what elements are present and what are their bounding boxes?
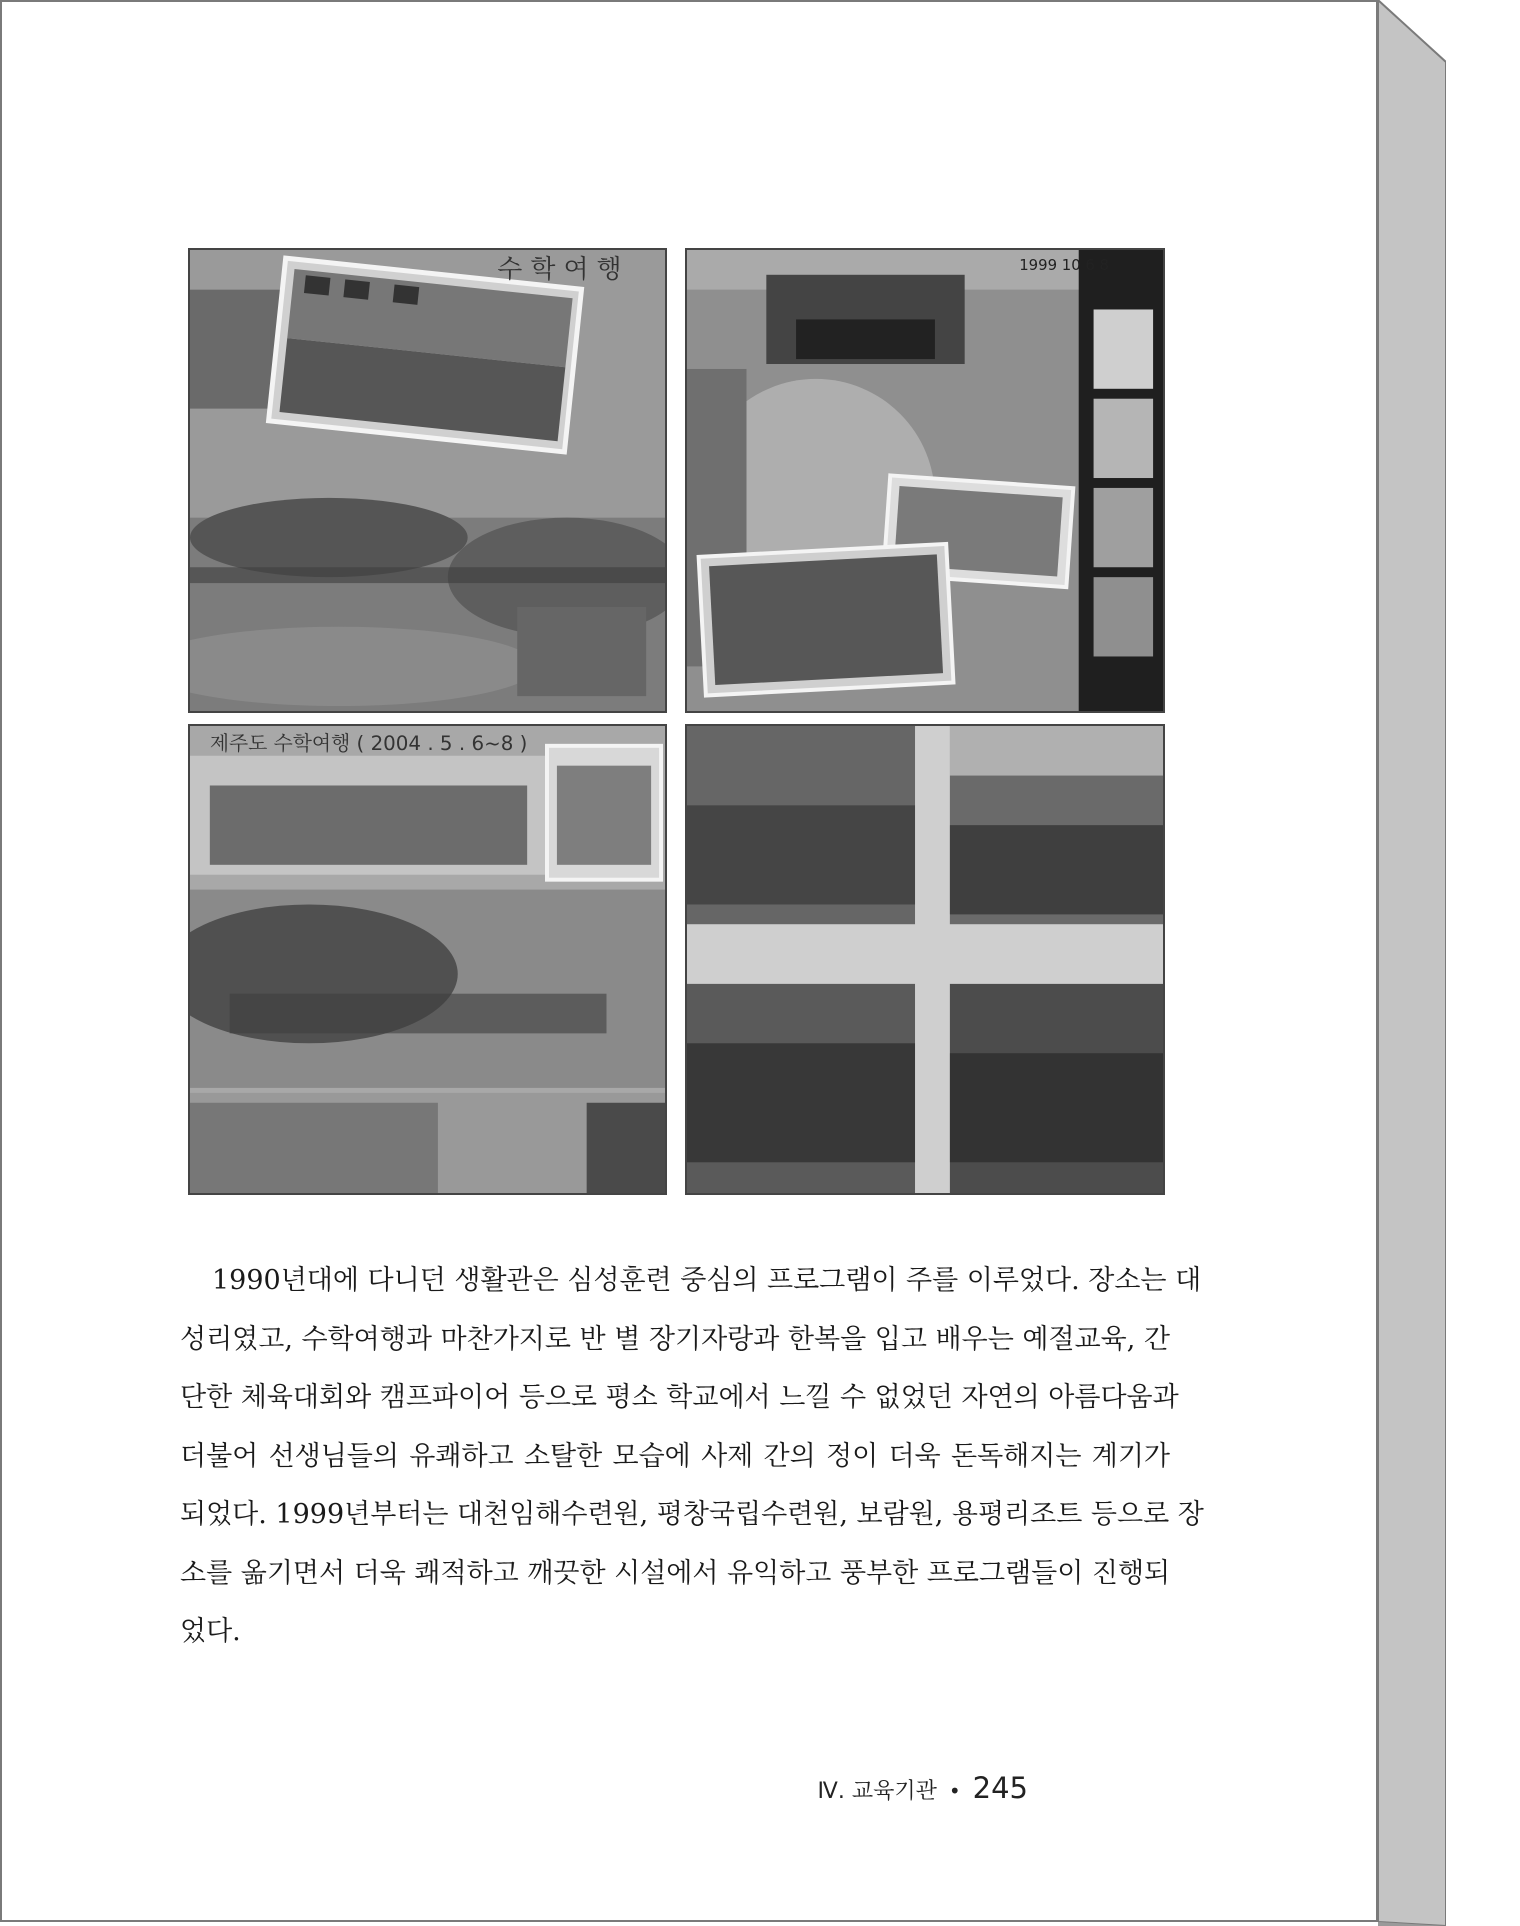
body-paragraph: [180, 1252, 1204, 1662]
body-line: 되었다. 1999년부터는 대천임해수련원, 평창국립수련원, 보람원, 용평리조트 등으로 장: [180, 1499, 1204, 1530]
photo-jeju-trip-image: [190, 726, 665, 1193]
photo-group-portraits-image: [687, 726, 1163, 1193]
footer-section-title: Ⅳ. 교육기관: [817, 1779, 937, 1804]
photo-school-trip-collage: [188, 248, 667, 713]
photo1-caption: 수 학 여 행: [497, 254, 622, 285]
body-line: 1990년대에 다니던 생활관은 심성훈련 중심의 프로그램이 주를 이루었다. 장소는 대: [212, 1265, 1202, 1296]
photo-school-trip-image: [190, 250, 665, 711]
photo2-date-stamp: 1999 10 6 8: [1019, 255, 1110, 274]
photo-temple-gate-collage: [685, 248, 1165, 713]
book-side-edge: [1378, 0, 1446, 1926]
body-line: 성리였고, 수학여행과 마찬가지로 반 별 장기자랑과 한복을 입고 배우는 예절교육, 간: [180, 1323, 1170, 1355]
footer-bullet: •: [948, 1779, 961, 1803]
page-footer: [818, 1771, 1028, 1805]
photo-group-portraits: [685, 724, 1165, 1195]
body-line: 단한 체육대회와 캠프파이어 등으로 평소 학교에서 느낄 수 없었던 자연의 아름다움과: [180, 1382, 1179, 1413]
body-line: 소를 옮기면서 더욱 쾌적하고 깨끗한 시설에서 유익하고 풍부한 프로그램들이 진행되: [180, 1557, 1171, 1589]
photo-jeju-trip-collage: [188, 724, 667, 1195]
body-line: 었다.: [180, 1616, 241, 1647]
page-number: 245: [972, 1771, 1028, 1805]
photo-temple-gate-image: [687, 250, 1163, 711]
photo-collage-grid: [188, 248, 1165, 1195]
body-line: 더불어 선생님들의 유쾌하고 소탈한 모습에 사제 간의 정이 더욱 돈독해지는 계기가: [180, 1440, 1170, 1472]
photo3-caption: 제주도 수학여행 ( 2004 . 5 . 6~8 ): [209, 731, 528, 755]
